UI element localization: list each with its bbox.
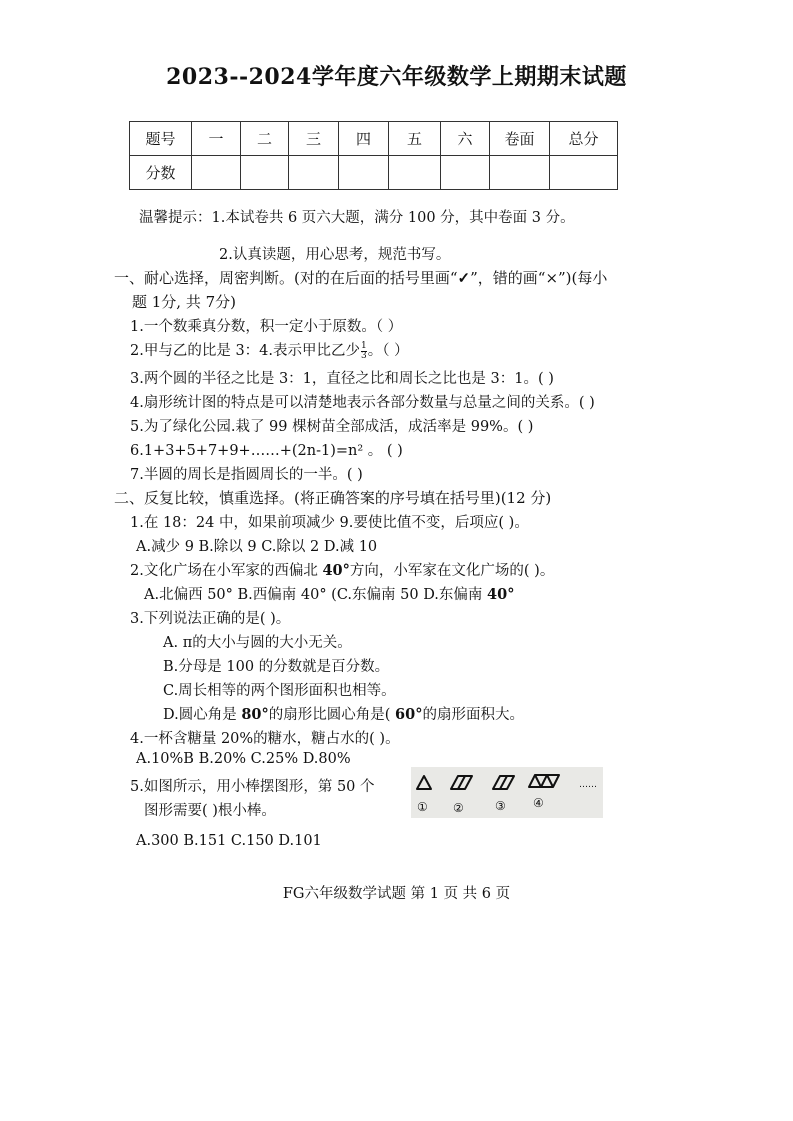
table-cell: 五 — [389, 122, 441, 156]
s2-question-5-line2: 图形需要( )根小棒。 — [144, 803, 276, 819]
figure-label-1: ① — [417, 800, 428, 814]
section1-title-line2: 题 1分, 共 7分) — [132, 293, 237, 311]
s2-question-1: 1.在 18：24 中，如果前项减少 9.要使比值不变，后项应( )。 — [130, 515, 529, 531]
s2-question-2-options: A.北偏西 50° B.西偏南 40° (C.东偏南 50 D.东偏南 40° — [144, 586, 515, 603]
s1-question-7: 7.半圆的周长是指圆周长的一半。( ) — [130, 467, 363, 483]
page-footer: FG六年级数学试题 第 1 页 共 6 页 — [282, 886, 511, 902]
table-cell: 分数 — [130, 156, 192, 190]
table-cell-blank — [490, 156, 550, 190]
score-table-score-row — [130, 156, 618, 190]
table-cell-blank — [550, 156, 618, 190]
s2-question-3-option-c: C.周长相等的两个图形面积也相等。 — [163, 683, 396, 699]
section1-title: 一、耐心选择，周密判断。(对的在后面的括号里画“✓”，错的画“×”)(每小 — [114, 269, 608, 287]
score-table — [129, 121, 618, 190]
table-cell: 三 — [289, 122, 339, 156]
s2-question-3-option-a: A. π的大小与圆的大小无关。 — [163, 635, 352, 651]
table-cell: 六 — [441, 122, 490, 156]
triangle-pattern-3 — [493, 776, 514, 789]
table-cell-blank — [441, 156, 490, 190]
figure-label-3: ③ — [495, 799, 506, 813]
s2-question-3-option-d: D.圆心角是 80°的扇形比圆心角是( 60°的扇形面积大。 — [163, 706, 524, 723]
table-cell-blank — [289, 156, 339, 190]
s2-question-1-options: A.减少 9 B.除以 9 C.除以 2 D.减 10 — [136, 539, 378, 555]
s1-question-5: 5.为了绿化公园.栽了 99 棵树苗全部成活，成活率是 99%。( ) — [130, 419, 534, 435]
table-cell: 卷面 — [490, 122, 550, 156]
table-cell: 一 — [192, 122, 241, 156]
figure-label-4: ④ — [533, 796, 544, 810]
note-line-2: 2.认真读题，用心思考，规范书写。 — [219, 247, 451, 263]
figure-ellipsis: …… — [579, 780, 597, 790]
table-cell: 总分 — [550, 122, 618, 156]
stick-triangles-image — [411, 767, 603, 818]
s2-question-5-options: A.300 B.151 C.150 D.101 — [136, 833, 322, 849]
s2-question-2: 2.文化广场在小军家的西偏北 40°方向，小军家在文化广场的( )。 — [130, 562, 555, 579]
check-mark-icon: ✓ — [457, 269, 471, 287]
s1-question-4: 4.扇形统计图的特点是可以清楚地表示各部分数量与总量之间的关系。( ) — [130, 395, 595, 411]
s1-question-1: 1.一个数乘真分数，积一定小于原数。（ ） — [130, 319, 403, 335]
s1-question-3: 3.两个圆的半径之比是 3：1，直径之比和周长之比也是 3：1。( ) — [130, 371, 554, 387]
s2-question-3: 3.下列说法正确的是( )。 — [130, 611, 291, 627]
table-cell-blank — [389, 156, 441, 190]
figure-label-2: ② — [453, 801, 464, 815]
s1-question-6: 6.1+3+5+7+9+……+(2n-1)=n² 。 ( ) — [130, 443, 403, 459]
exam-title: 2023--2024学年度六年级数学上期期末试题 — [166, 64, 627, 90]
s2-question-4: 4.一杯含糖量 20%的糖水，糖占水的( )。 — [130, 731, 400, 747]
triangle-1 — [417, 776, 431, 789]
score-table-header-row — [130, 122, 618, 156]
table-cell: 二 — [241, 122, 289, 156]
note-line-1: 温馨提示：1.本试卷共 6 页六大题，满分 100 分，其中卷面 3 分。 — [139, 210, 575, 226]
table-cell-blank — [192, 156, 241, 190]
s2-question-5-line1: 5.如图所示，用小棒摆图形，第 50 个 — [130, 779, 375, 795]
s2-question-4-options: A.10%B B.20% C.25% D.80% — [136, 751, 351, 767]
section2-title: 二、反复比较，慎重选择。(将正确答案的序号填在括号里)(12 分) — [114, 489, 552, 507]
triangle-pattern-4 — [529, 775, 559, 787]
table-cell-blank — [339, 156, 389, 190]
s2-question-3-option-b: B.分母是 100 的分数就是百分数。 — [163, 659, 390, 675]
table-cell: 题号 — [130, 122, 192, 156]
stick-pattern-figure — [411, 767, 603, 818]
table-cell-blank — [241, 156, 289, 190]
table-cell: 四 — [339, 122, 389, 156]
fraction: $\frac{1}{3}$ — [361, 340, 367, 361]
s1-question-2: 2.甲与乙的比是 3：4.表示甲比乙少 $\frac{1}{3}$ 。（ ） — [130, 340, 409, 361]
triangle-pattern-2 — [451, 776, 472, 789]
